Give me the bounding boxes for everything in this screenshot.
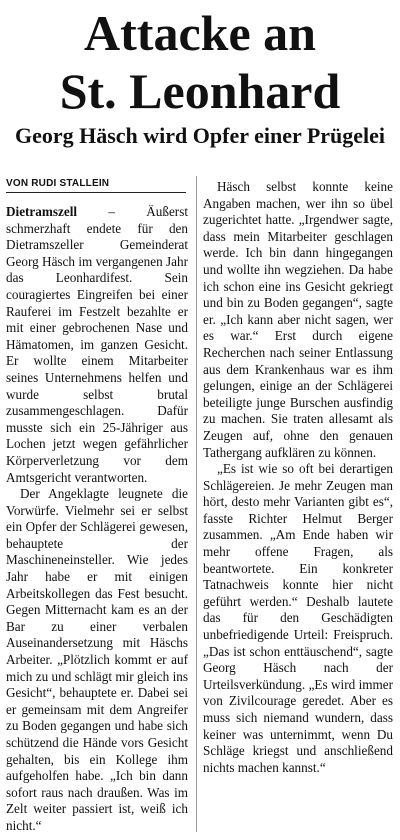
byline-rule xyxy=(6,192,186,193)
byline: VON RUDI STALLEIN xyxy=(6,178,110,189)
right-column xyxy=(203,179,393,776)
paragraph-4: „Es ist wie so oft bei derartigen Schlägereien. Je mehr Zeugen man hört, desto mehr Varianten gibt es“, fasste Richter Helmut Berger zusammen. „Am Ende haben wir mehr offene Fragen, als beantwortete. Ein konkreter Tatnachweis konnte hier nicht geführt werden.“ Deshalb lautete das für den Geschädigten unbefriedigende Urteil: Freispruch. „Das ist schon enttäuschend“, sagte Georg Häsch nach der Urteilsverkündung. „Es wird immer von Zivilcourage geredet. Aber es muss sich niemand wundern, dass keiner was unternimmt, wenn Du Schläge kriegst und anschließend nichts machen kannst.“ xyxy=(203,461,393,775)
paragraph-1 xyxy=(6,204,188,486)
subheadline: Georg Häsch wird Opfer einer Prügelei xyxy=(14,123,386,148)
left-column xyxy=(6,204,188,835)
paragraph-2: Der Angeklagte leugnete die Vorwürfe. Vielmehr sei er selbst ein Opfer der Schlägerei gewesen, behauptete der Maschineneinsteller. Wie jedes Jahr habe er mit einigen Arbeitskollegen das Fest besucht. Gegen Mitternacht kam es an der Bar zu einer verbalen Auseinandersetzung mit Häschs Arbeiter. „Plötzlich kommt er auf mich zu und schlägt mir gleich ins Gesicht“, behauptete er. Dabei sei er gemeinsam mit dem Angreifer zu Boden gegangen und habe sich schützend die Hände vors Gesicht gehalten, bis ein Kollege ihm aufgeholfen habe. „Ich bin dann sofort raus nach draußen. Was im Zelt weiter passiert ist, weiß ich nicht.“ xyxy=(6,486,188,833)
headline-line-2: St. Leonhard xyxy=(59,63,341,119)
dateline-place: Dietramszell xyxy=(6,204,78,219)
headline-line-1: Attacke an xyxy=(84,5,316,61)
paragraph-3: Häsch selbst konnte keine Angaben machen, wer ihn so übel zugerichtet hatte. „Irgendwer sagte, dass mein Mitarbeiter geschlagen werde. Ich bin dann hingegangen und wollte ihn wegziehen. Da habe ich schon eine ins Gesicht gekriegt und bin zu Boden gegangen“, sagte er. „Ich kann aber nicht sagen, wer es war.“ Erst durch eigene Recherchen nach seiner Entlassung aus dem Krankenhaus war es ihm gelungen, einige an der Schlägerei beteiligte junge Burschen ausfindig zu machen. Sie traten allesamt als Zeugen auf, ohne den genauen Tathergang aufklären zu können. xyxy=(203,179,393,460)
column-divider xyxy=(196,176,197,832)
headline xyxy=(0,0,400,119)
paragraph-1-text: – Äußerst schmerzhaft endete für den Dietramszeller Gemeinderat Georg Häsch im vergangenen Jahr das Leonhardifest. Sein couragiertes Eingreifen bei einer Rauferei im Festzelt bezahlte er mit einer gebrochenen Nase und Hämatomen, im ganzen Gesicht. Er wollte einem Mitarbeiter seines Unternehmens helfen und wurde selbst brutal zusammengeschlagen. Dafür musste sich ein 25-Jähriger aus Lochen jetzt wegen gefährlicher Körperverletzung vor dem Amtsgericht verantworten. xyxy=(6,204,188,485)
